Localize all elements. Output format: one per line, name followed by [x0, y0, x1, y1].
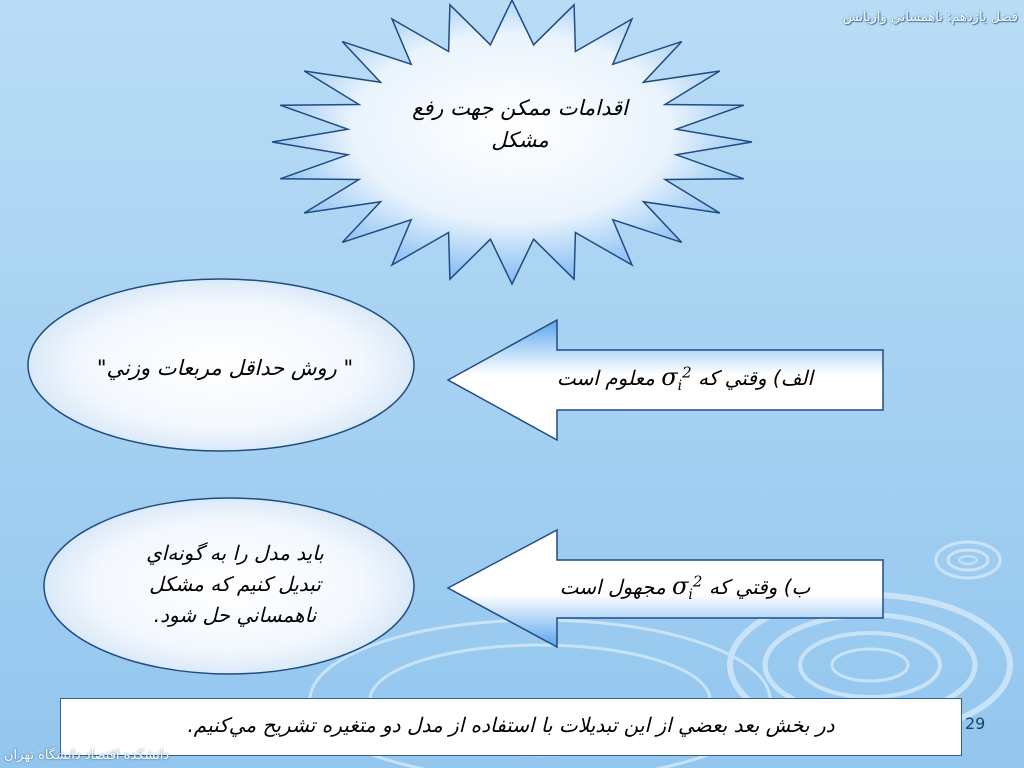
arrow-2-suffix: مجهول است: [559, 575, 666, 599]
arrow-1-text: [520, 363, 850, 394]
arrow-1-prefix: الف) وقتي که: [698, 366, 814, 390]
arrow-1-suffix: معلوم است: [556, 366, 655, 390]
starburst-line-2: مشکل: [491, 128, 549, 152]
starburst-text: [400, 92, 640, 156]
page-number: 29: [965, 714, 986, 733]
sigma-squared-formula: $\sigma_i^2$: [672, 572, 703, 603]
arrow-2-text: [520, 572, 850, 603]
ellipse-2-line-3: ناهمساني حل شود.: [153, 603, 317, 627]
bottom-text-box: [60, 698, 962, 756]
ellipse-2-line-2: تبديل کنيم که مشکل: [149, 572, 321, 596]
slide-header-title: فصل يازدهم: ناهمساني واريانس: [842, 10, 1018, 25]
footer-text: دانشکده اقتصاد دانشگاه تهران: [4, 748, 170, 763]
starburst-line-1: اقدامات ممکن جهت رفع: [412, 96, 628, 120]
arrow-2-prefix: ب) وقتي که: [708, 575, 811, 599]
ellipse-2-line-1: بايد مدل را به گونه‌اي: [146, 541, 324, 565]
bottom-text: در بخش بعد بعضي از اين تبديلات با استفاده از مدل دو متغيره تشريح مي‌کنيم.: [187, 713, 835, 737]
ellipse-1-text: " روش حداقل مربعات وزني": [96, 356, 354, 380]
ellipse-2-text: [70, 538, 400, 631]
sigma-squared-formula: $\sigma_i^2$: [661, 363, 692, 394]
